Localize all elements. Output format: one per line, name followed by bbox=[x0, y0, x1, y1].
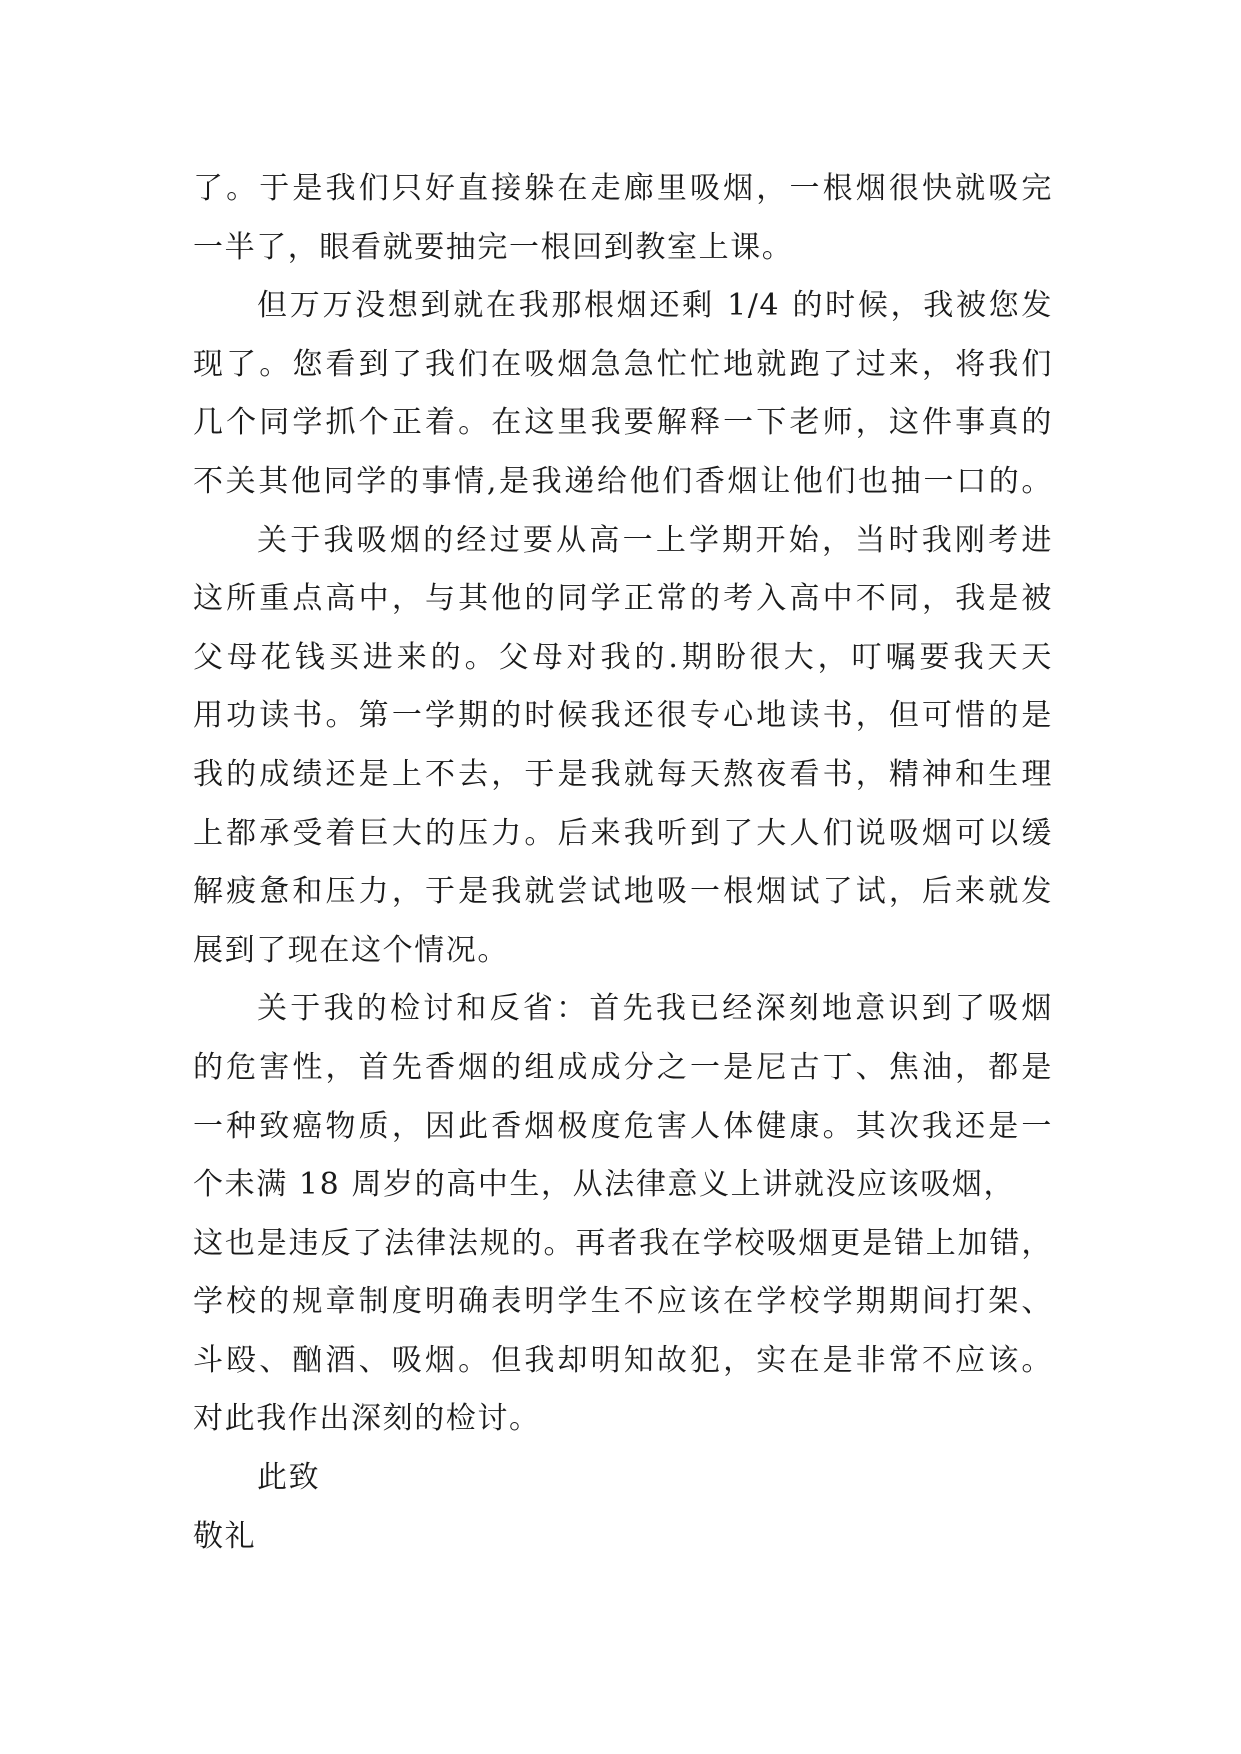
text-line: 一半了，眼看就要抽完一根回到教室上课。 bbox=[193, 229, 794, 265]
paragraph-start-line: 但万万没想到就在我那根烟还剩 1/4 的时候，我被您发 bbox=[257, 288, 1053, 324]
closing-salutation: 此致 bbox=[257, 1460, 321, 1496]
text-line: 斗殴、酗酒、吸烟。但我却明知故犯，实在是非常不应该。 bbox=[193, 1342, 1053, 1378]
text-line: 不关其他同学的事情,是我递给他们香烟让他们也抽一口的。 bbox=[193, 463, 1053, 499]
text-line: 上都承受着巨大的压力。后来我听到了大人们说吸烟可以缓 bbox=[193, 815, 1053, 851]
text-line: 个未满 18 周岁的高中生，从法律意义上讲就没应该吸烟， bbox=[193, 1167, 1016, 1203]
text-line: 这所重点高中，与其他的同学正常的考入高中不同，我是被 bbox=[193, 581, 1053, 617]
text-line: 几个同学抓个正着。在这里我要解释一下老师，这件事真的 bbox=[193, 405, 1053, 441]
letter-body bbox=[193, 160, 1053, 1566]
text-line: 父母花钱买进来的。父母对我的.期盼很大，叮嘱要我天天 bbox=[193, 639, 1053, 675]
paragraph-start-line: 关于我吸烟的经过要从高一上学期开始，当时我刚考进 bbox=[257, 522, 1053, 558]
text-line: 一种致癌物质，因此香烟极度危害人体健康。其次我还是一 bbox=[193, 1108, 1053, 1144]
text-line: 解疲惫和压力，于是我就尝试地吸一根烟试了试，后来就发 bbox=[193, 874, 1053, 910]
text-line: 这也是违反了法律法规的。再者我在学校吸烟更是错上加错， bbox=[193, 1225, 1053, 1261]
text-line: 用功读书。第一学期的时候我还很专心地读书，但可惜的是 bbox=[193, 698, 1053, 734]
text-line: 现了。您看到了我们在吸烟急急忙忙地就跑了过来，将我们 bbox=[193, 346, 1053, 382]
closing-regards: 敬礼 bbox=[193, 1518, 257, 1554]
text-line: 了。于是我们只好直接躲在走廊里吸烟，一根烟很快就吸完 bbox=[193, 171, 1053, 206]
text-line: 展到了现在这个情况。 bbox=[193, 932, 509, 968]
text-line: 我的成绩还是上不去，于是我就每天熬夜看书，精神和生理 bbox=[193, 756, 1053, 792]
text-line: 学校的规章制度明确表明学生不应该在学校学期期间打架、 bbox=[193, 1284, 1053, 1320]
text-line: 对此我作出深刻的检讨。 bbox=[193, 1401, 541, 1437]
text-line: 的危害性，首先香烟的组成成分之一是尼古丁、焦油，都是 bbox=[193, 1049, 1053, 1085]
paragraph-start-line: 关于我的检讨和反省：首先我已经深刻地意识到了吸烟 bbox=[257, 991, 1053, 1027]
